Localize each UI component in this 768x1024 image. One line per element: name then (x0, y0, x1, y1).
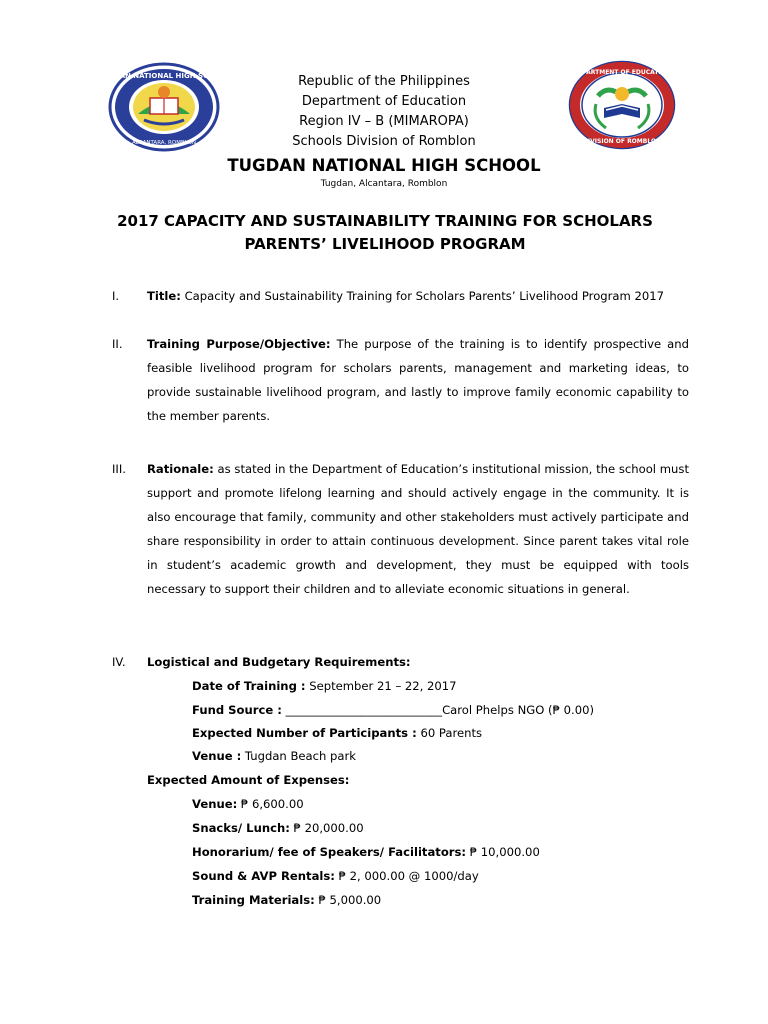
school-address: Tugdan, Alcantara, Romblon (320, 179, 448, 189)
section-2-number: II. (112, 337, 123, 351)
left-logo-subtext: ALCANTARA, ROMBLON (131, 140, 197, 146)
expense-venue (192, 794, 304, 814)
deped-seal-logo (568, 60, 676, 150)
title-line-2: PARENTS’ LIVELIHOOD PROGRAM (244, 235, 526, 253)
fund-value: ___________________________Carol Phelps NGO (₱ 0.00) (281, 703, 594, 717)
section-4-number: IV. (112, 655, 126, 669)
expense-venue-value: ₱ 6,600.00 (237, 797, 304, 811)
date-of-training (192, 676, 457, 696)
section-1-number: I. (112, 289, 120, 303)
expense-sound (192, 866, 479, 886)
header-division: Schools Division of Romblon (292, 134, 476, 149)
expense-honorarium-label: Honorarium/ fee of Speakers/ Facilitators: (192, 845, 467, 859)
section-1 (147, 284, 689, 308)
venue-value: Tugdan Beach park (241, 749, 357, 763)
expense-materials-label: Training Materials: (192, 893, 315, 907)
fund-label: Fund Source : (192, 703, 282, 717)
right-logo-text: DEPARTMENT OF EDUCATION (573, 69, 671, 76)
document-title (80, 210, 690, 256)
section-4-heading: Logistical and Budgetary Requirements: (147, 655, 411, 669)
section-3 (147, 457, 689, 601)
header-republic: Republic of the Philippines (298, 74, 470, 89)
header-region: Region IV – B (MIMAROPA) (299, 114, 469, 129)
section-2-label: Training Purpose/Objective: (147, 337, 331, 351)
expense-snacks-value: ₱ 20,000.00 (289, 821, 364, 835)
venue (192, 746, 356, 766)
school-name: TUGDAN NATIONAL HIGH SCHOOL (227, 156, 541, 175)
expense-materials (192, 890, 381, 910)
date-value: September 21 – 22, 2017 (305, 679, 457, 693)
expense-materials-value: ₱ 5,000.00 (314, 893, 382, 907)
expense-sound-label: Sound & AVP Rentals: (192, 869, 335, 883)
venue-label: Venue : (192, 749, 242, 763)
expense-snacks-label: Snacks/ Lunch: (192, 821, 290, 835)
section-1-label: Title: (147, 289, 181, 303)
expense-venue-label: Venue: (192, 797, 238, 811)
header-department: Department of Education (301, 94, 467, 109)
expense-honorarium (192, 842, 540, 862)
section-2 (147, 332, 689, 428)
expense-honorarium-value: ₱ 10,000.00 (466, 845, 540, 859)
participants-value: 60 Parents (416, 726, 483, 740)
title-line-1: 2017 CAPACITY AND SUSTAINABILITY TRAINING FOR SCHOLARS (117, 212, 653, 230)
section-1-text: Capacity and Sustainability Training for Scholars Parents’ Livelihood Program 2017 (180, 289, 665, 303)
section-3-number: III. (112, 462, 126, 476)
section-2-text: The purpose of the training is to identify prospective and feasible livelihood program for scholars parents, management and marketing ideas, to provide sustainable livelihood program, and lastly to improve family economic capability to the member parents. (147, 337, 689, 423)
participants-label: Expected Number of Participants : (192, 726, 417, 740)
section-3-text: as stated in the Department of Education’s institutional mission, the school must support and promote lifelong learning and should actively engage in the community. It is also encourage that family, community and other stakeholders must actively participate and share responsibility in order to attain continuous development. Since parent takes vital role in student’s academic growth and development, they must be equipped with tools necessary to support their children and to alleviate economic situations in general. (147, 462, 689, 596)
expected-participants (192, 723, 482, 743)
expenses-heading: Expected Amount of Expenses: (147, 773, 350, 787)
letterhead (200, 72, 568, 190)
section-3-label: Rationale: (147, 462, 214, 476)
right-logo-subtext: DIVISION OF ROMBLON (582, 138, 662, 145)
expense-snacks (192, 818, 364, 838)
date-label: Date of Training : (192, 679, 306, 693)
fund-source (192, 700, 594, 720)
left-logo-text: TUGDAN NATIONAL HIGH SCHOOL (97, 72, 231, 80)
expense-sound-value: ₱ 2, 000.00 @ 1000/day (334, 869, 479, 883)
